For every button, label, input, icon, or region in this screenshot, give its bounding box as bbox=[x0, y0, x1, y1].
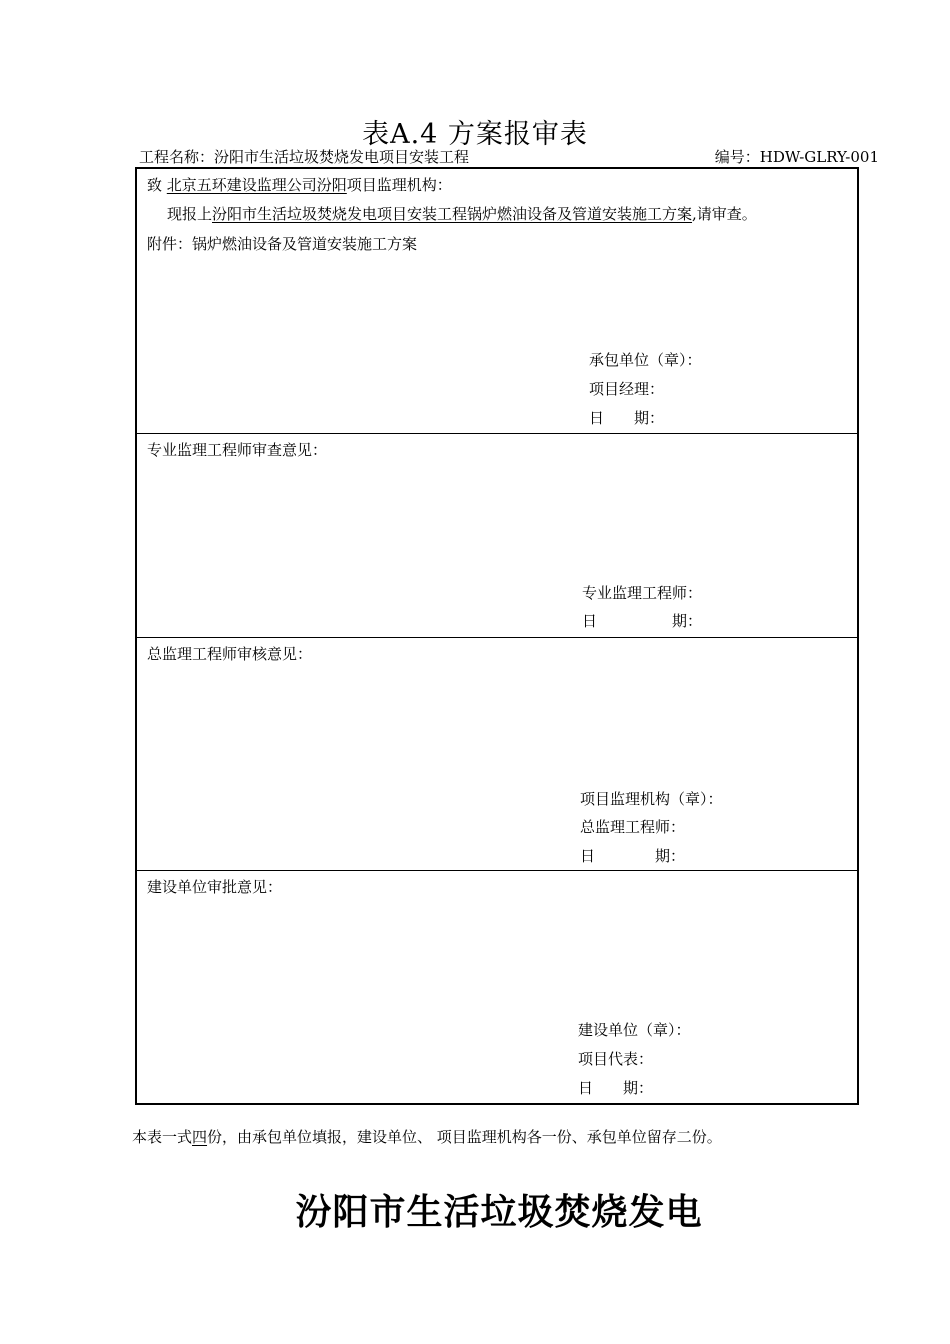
contractor-date-label: 日 期： bbox=[589, 409, 665, 427]
supervision-seal-label: 项目监理机构（章）： bbox=[580, 790, 723, 808]
engineer-review-section bbox=[137, 433, 857, 638]
chief-review-heading: 总监理工程师审核意见： bbox=[147, 645, 313, 663]
addressee-prefix: 致 bbox=[147, 176, 167, 194]
owner-approval-section bbox=[137, 870, 857, 1104]
footer-title: 汾阳市生活垃圾焚烧发电 bbox=[295, 1191, 703, 1233]
chief-review-section bbox=[137, 637, 857, 871]
engineer-date-label: 日 期： bbox=[582, 612, 703, 630]
chief-date-label: 日 期： bbox=[580, 847, 686, 865]
chief-engineer-label: 总监理工程师： bbox=[580, 818, 686, 836]
project-name: 工程名称：汾阳市生活垃圾焚烧发电项目安装工程 bbox=[139, 148, 470, 166]
submission-plan-name: 汾阳市生活垃圾焚烧发电项目安装工程锅炉燃油设备及管道安装施工方案 bbox=[212, 205, 693, 223]
owner-rep-label: 项目代表： bbox=[578, 1050, 654, 1068]
submission-section bbox=[137, 169, 857, 433]
approval-form-table bbox=[135, 167, 859, 1105]
copies-note bbox=[132, 1126, 722, 1147]
page-title: 表A.4 方案报审表 bbox=[362, 119, 588, 150]
addressee-line bbox=[147, 174, 452, 195]
engineer-review-heading: 专业监理工程师审查意见： bbox=[147, 441, 328, 459]
owner-seal-label: 建设单位（章）： bbox=[578, 1021, 691, 1039]
owner-date-label: 日 期： bbox=[578, 1079, 654, 1097]
serial-number: 编号：HDW-GLRY-001 bbox=[714, 148, 879, 166]
owner-approval-heading: 建设单位审批意见： bbox=[147, 878, 283, 896]
submission-line bbox=[167, 203, 757, 224]
engineer-sign-label: 专业监理工程师： bbox=[582, 584, 703, 602]
addressee-suffix: 项目监理机构： bbox=[346, 176, 452, 194]
submission-suffix: ,请审查。 bbox=[692, 205, 757, 223]
note-suffix: 份，由承包单位填报，建设单位、 项目监理机构各一份、承包单位留存二份。 bbox=[207, 1128, 722, 1146]
addressee-org: 北京五环建设监理公司汾阳 bbox=[166, 176, 347, 194]
contractor-seal-label: 承包单位（章）： bbox=[589, 351, 702, 369]
attachment-line: 附件：锅炉燃油设备及管道安装施工方案 bbox=[147, 235, 418, 253]
project-manager-label: 项目经理： bbox=[589, 380, 665, 398]
note-prefix: 本表一式 bbox=[132, 1128, 193, 1146]
submission-prefix: 现报上 bbox=[167, 205, 213, 223]
note-copy-count: 四 bbox=[192, 1128, 208, 1146]
form-header bbox=[139, 146, 879, 166]
